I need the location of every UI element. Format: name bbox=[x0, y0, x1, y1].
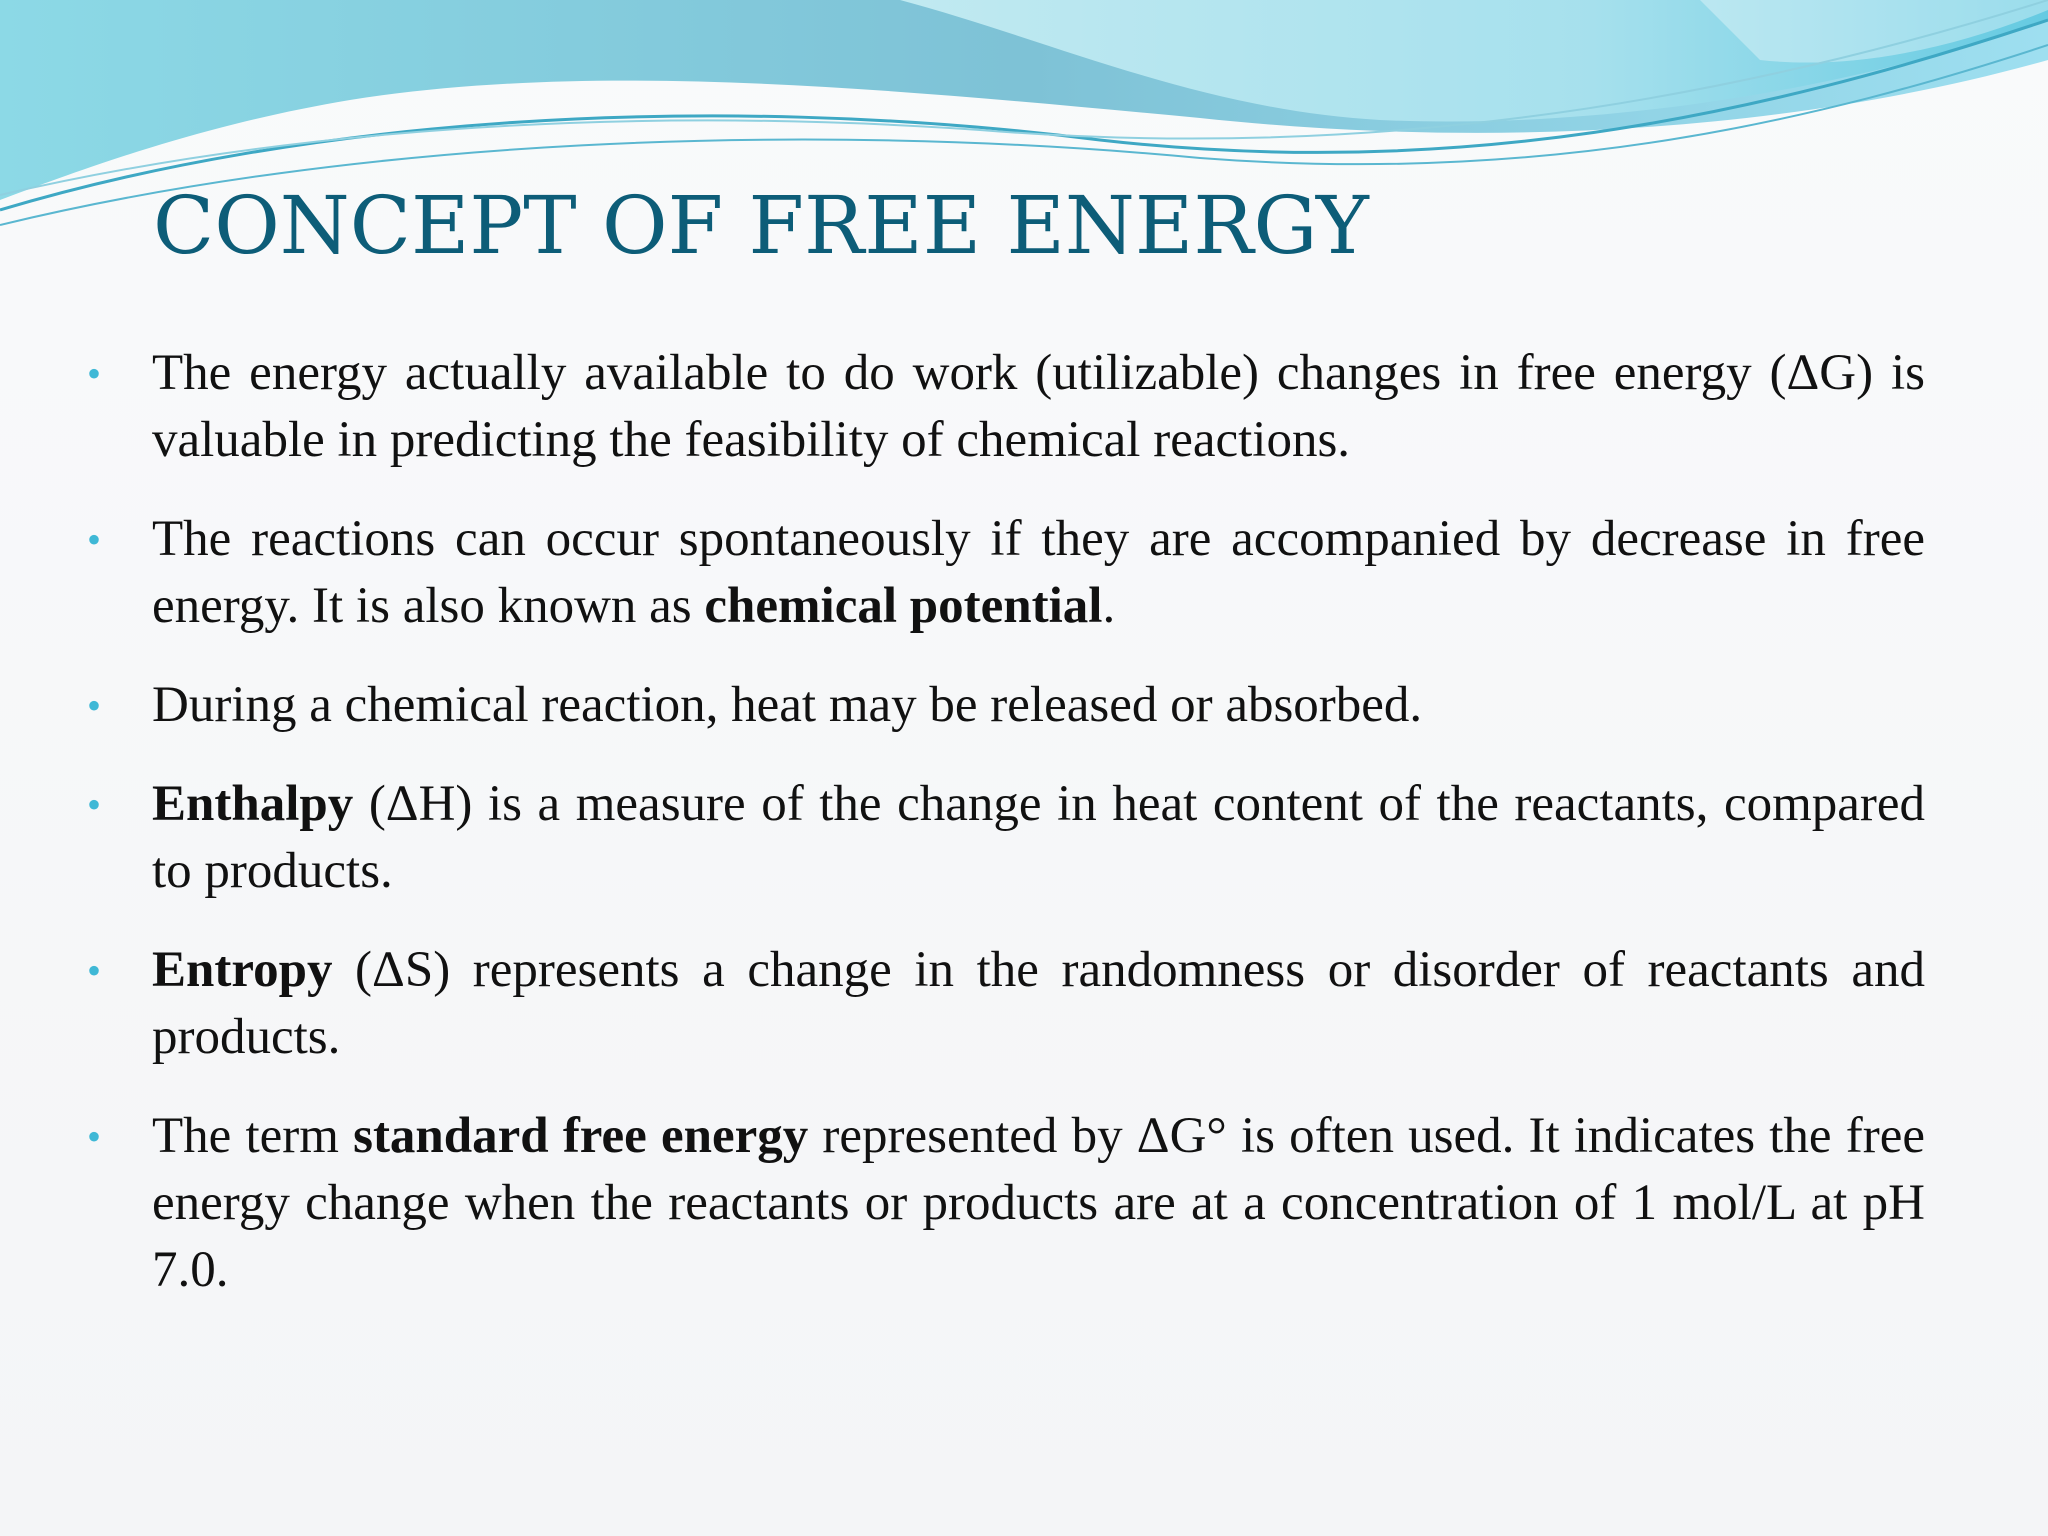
bullet-bold-term: Entropy bbox=[152, 942, 333, 998]
bullet-text-tail: represented by ΔG° is often used. It indicates the free energy change when the reactants or products are at a concentration of 1 mol/L at pH 7.0. bbox=[152, 1108, 1925, 1298]
bullet-dot-icon: • bbox=[87, 683, 102, 728]
bullet-item bbox=[85, 771, 1925, 905]
bullet-item bbox=[85, 1103, 1925, 1304]
bullet-text-tail: (ΔH) is a measure of the change in heat content of the reactants, compared to products. bbox=[152, 776, 1925, 899]
bullet-text: The reactions can occur spontaneously if they are accompanied by decrease in free energy. It is also known as bbox=[152, 511, 1925, 634]
bullet-bold-term: chemical potential bbox=[704, 578, 1103, 634]
bullet-bold-term: Enthalpy bbox=[152, 776, 354, 832]
bullet-text: During a chemical reaction, heat may be released or absorbed. bbox=[152, 677, 1423, 733]
bullet-list bbox=[85, 340, 1925, 1336]
bullet-item bbox=[85, 506, 1925, 640]
bullet-dot-icon: • bbox=[87, 782, 102, 827]
bullet-text: The term bbox=[152, 1108, 354, 1164]
bullet-text-tail: (ΔS) represents a change in the randomness or disorder of reactants and products. bbox=[152, 942, 1925, 1065]
bullet-item bbox=[85, 340, 1925, 474]
bullet-item bbox=[85, 937, 1925, 1071]
slide-title: CONCEPT OF FREE ENERGY bbox=[153, 179, 1369, 272]
bullet-dot-icon: • bbox=[87, 351, 102, 396]
bullet-item bbox=[85, 672, 1925, 739]
bullet-text-tail: . bbox=[1102, 578, 1116, 634]
bullet-dot-icon: • bbox=[87, 948, 102, 993]
bullet-bold-term: standard free energy bbox=[353, 1108, 809, 1164]
bullet-dot-icon: • bbox=[87, 517, 102, 562]
bullet-text: The energy actually available to do work (utilizable) changes in free energy (ΔG) is valuable in predicting the feasibility of chemical reactions. bbox=[152, 345, 1925, 468]
bullet-dot-icon: • bbox=[87, 1114, 102, 1159]
